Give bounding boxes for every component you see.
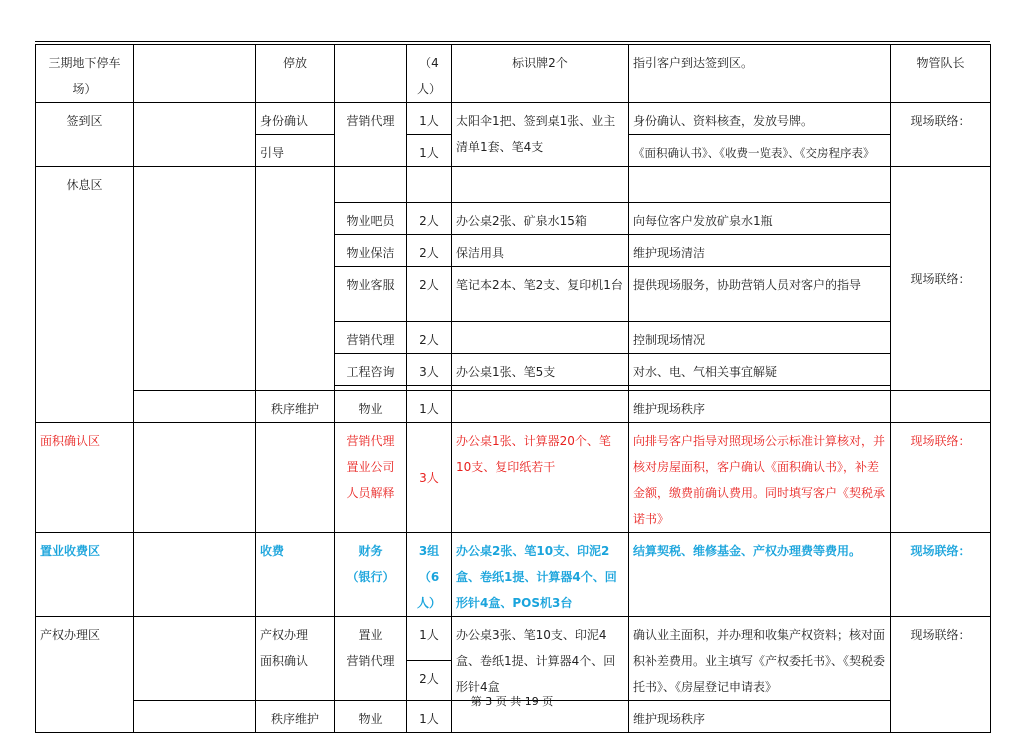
items-cell: 保洁用具 xyxy=(452,235,629,267)
role-line: 营销代理 xyxy=(346,654,395,668)
desc-cell: 对水、电、气相关事宜解疑 xyxy=(629,354,891,386)
task-cell: 停放 xyxy=(256,45,335,103)
page-footer xyxy=(0,693,1024,709)
table-row xyxy=(36,45,991,103)
role-cell: 营销代理 xyxy=(335,103,407,167)
role-cell: 物业保洁 xyxy=(335,235,407,267)
count-cell: 3组（6人） xyxy=(407,533,452,617)
role-line: 营销代理 xyxy=(346,434,395,448)
task-line: 产权办理 xyxy=(260,628,309,642)
count-cell: 2人 xyxy=(407,322,452,354)
contact-cell: 现场联络： xyxy=(891,103,991,167)
table-row xyxy=(36,423,991,533)
footer-mid: 页 共 xyxy=(495,695,522,708)
count-cell: 3人 xyxy=(407,423,452,533)
role-line: （银行） xyxy=(346,570,395,584)
contact-cell: 物管队长 xyxy=(891,45,991,103)
desc-cell: 结算契税、维修基金、产权办理费等费用。 xyxy=(629,533,891,617)
plan-table xyxy=(35,44,991,733)
role-cell: 物业客服 xyxy=(335,267,407,322)
role-cell xyxy=(335,617,407,701)
role-cell: 物业吧员 xyxy=(335,203,407,235)
role-line: 置业公司 xyxy=(346,460,395,474)
count-cell: 2人 xyxy=(407,203,452,235)
task-cell: 收费 xyxy=(256,533,335,617)
role-cell: 营销代理 xyxy=(335,322,407,354)
items-cell: 标识牌2个 xyxy=(452,45,629,103)
desc-cell: 向排号客户指导对照现场公示标准计算核对，并核对房屋面积，客户确认《面积确认书》，补差金额，缴费前确认费用。同时填写客户《契税承诺书》 xyxy=(629,423,891,533)
footer-prefix: 第 xyxy=(470,695,482,708)
table-row xyxy=(36,167,991,203)
desc-cell: 身份确认、资料核查，发放号牌。 xyxy=(629,103,891,135)
items-cell: 办公桌1张、笔5支 xyxy=(452,354,629,386)
contact-cell: 现场联络： xyxy=(891,167,991,391)
role-cell: 物业 xyxy=(335,701,407,733)
role-line: 人员解释 xyxy=(346,486,395,500)
table-row xyxy=(36,103,991,135)
task-cell: 引导 xyxy=(256,135,335,167)
footer-page-number: 3 xyxy=(485,695,493,708)
desc-cell: 指引客户到达签到区。 xyxy=(629,45,891,103)
desc-cell: 向每位客户发放矿泉水1瓶 xyxy=(629,203,891,235)
desc-cell: 维护现场秩序 xyxy=(629,701,891,733)
items-cell: 办公桌3张、笔10支、印泥4盒、卷纸1提、计算器4个、回形针4盒 xyxy=(452,617,629,701)
items-cell: 办公桌2张、矿泉水15箱 xyxy=(452,203,629,235)
role-cell xyxy=(335,533,407,617)
contact-cell: 现场联络： xyxy=(891,617,991,733)
count-cell: 1人 xyxy=(407,103,452,135)
area-cell: 三期地下停车场） xyxy=(36,45,134,103)
task-cell: 秩序维护 xyxy=(256,391,335,423)
contact-cell: 现场联络： xyxy=(891,423,991,533)
role-cell xyxy=(335,423,407,533)
count-cell: （4人） xyxy=(407,45,452,103)
role-line: 置业 xyxy=(358,628,383,642)
count-cell: 2人 xyxy=(407,235,452,267)
desc-cell: 确认业主面积，并办理和收集产权资料；核对面积补差费用。业主填写《产权委托书》、《契税委托书》、《房屋登记申请表》 xyxy=(629,617,891,701)
items-cell: 办公桌1张、计算器20个、笔10支、复印纸若干 xyxy=(452,423,629,533)
count-cell: 1人 xyxy=(407,617,452,661)
area-cell: 签到区 xyxy=(36,103,134,167)
desc-cell: 控制现场情况 xyxy=(629,322,891,354)
items-cell: 太阳伞1把、签到桌1张、业主清单1套、笔4支 xyxy=(452,103,629,167)
count-cell: 1人 xyxy=(407,135,452,167)
area-cell: 置业收费区 xyxy=(36,533,134,617)
desc-cell: 维护现场秩序 xyxy=(629,391,891,423)
desc-cell: 提供现场服务，协助营销人员对客户的指导 xyxy=(629,267,891,322)
task-cell: 身份确认 xyxy=(256,103,335,135)
role-cell: 物业 xyxy=(335,391,407,423)
table-row xyxy=(36,617,991,661)
desc-cell: 《面积确认书》、《收费一览表》、《交房程序表》 xyxy=(629,135,891,167)
count-cell: 2人 xyxy=(407,660,452,700)
top-rule xyxy=(35,41,990,42)
items-cell: 笔记本2本、笔2支、复印机1台 xyxy=(452,267,629,322)
task-cell: 秩序维护 xyxy=(256,701,335,733)
count-cell: 2人 xyxy=(407,267,452,322)
count-cell: 1人 xyxy=(407,701,452,733)
task-line: 面积确认 xyxy=(260,654,309,668)
area-cell: 面积确认区 xyxy=(36,423,134,533)
footer-total-pages: 19 xyxy=(524,695,539,708)
role-line: 财务 xyxy=(358,544,383,558)
items-cell: 办公桌2张、笔10支、印泥2盒、卷纸1提、计算器4个、回形针4盒、POS机3台 xyxy=(452,533,629,617)
count-cell: 3人 xyxy=(407,354,452,386)
table-row xyxy=(36,391,991,423)
footer-suffix: 页 xyxy=(542,695,554,708)
desc-cell: 维护现场清洁 xyxy=(629,235,891,267)
task-cell xyxy=(256,617,335,701)
contact-cell: 现场联络： xyxy=(891,533,991,617)
area-cell: 休息区 xyxy=(36,167,134,423)
count-cell: 1人 xyxy=(407,391,452,423)
area-cell: 产权办理区 xyxy=(36,617,134,733)
items-cell xyxy=(452,322,629,354)
role-cell: 工程咨询 xyxy=(335,354,407,386)
table-row xyxy=(36,533,991,617)
